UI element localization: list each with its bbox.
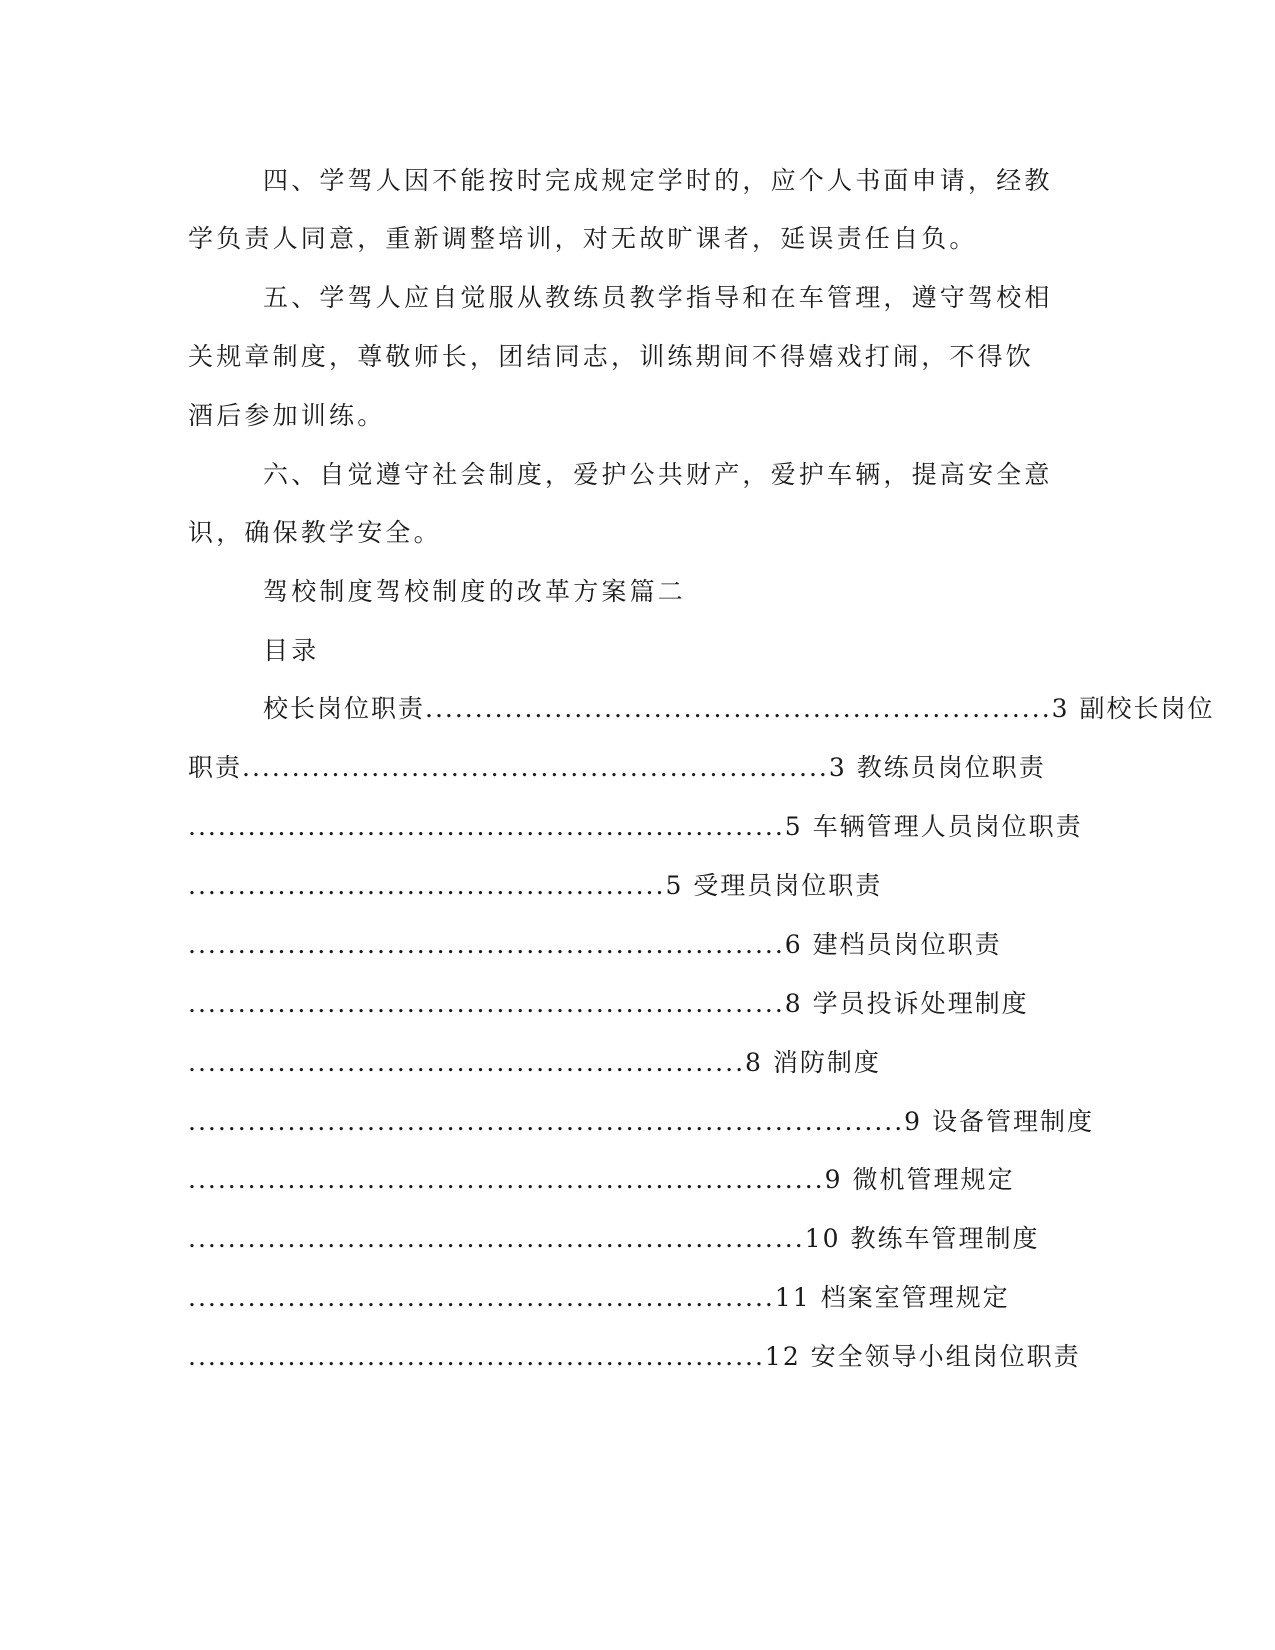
paragraph-5-line-1: 五、学驾人应自觉服从教练员教学指导和在车管理，遵守驾校相: [263, 283, 1053, 312]
paragraph-4-line-2: 学负责人同意，重新调整培训，对无故旷课者，延误责任自负。: [188, 224, 978, 253]
toc-line: ........................................................................9 设备管理制度: [188, 1107, 1095, 1136]
paragraph-6-line-1: 六、自觉遵守社会制度，爱护公共财产，爱护车辆，提高安全意: [263, 460, 1053, 489]
paragraph-4-line-1: 四、学驾人因不能按时完成规定学时的，应个人书面申请，经教: [263, 166, 1053, 195]
toc-line: ............................................................8 学员投诉处理制度: [188, 989, 1029, 1018]
toc-line: ........................................................8 消防制度: [188, 1048, 881, 1077]
section-title: 驾校制度驾校制度的改革方案篇二: [263, 577, 687, 606]
toc-line: 校长岗位职责...............................................................3 副校长岗位: [263, 694, 1215, 723]
toc-line: ................................................5 受理员岗位职责: [188, 871, 883, 900]
paragraph-5-line-2: 关规章制度，尊敬师长，团结同志，训练期间不得嬉戏打闹，不得饮: [188, 342, 1035, 371]
toc-line: ............................................................6 建档员岗位职责: [188, 930, 1002, 959]
toc-heading: 目录: [263, 636, 320, 665]
paragraph-6-line-2: 识，确保教学安全。: [188, 518, 442, 547]
paragraph-5-line-3: 酒后参加训练。: [188, 401, 386, 430]
toc-line: 职责...........................................................3 教练员岗位职责: [188, 753, 1046, 782]
toc-line: ..............................................................10 教练车管理制度: [188, 1224, 1040, 1253]
toc-line: ................................................................9 微机管理规定: [188, 1165, 1015, 1194]
toc-line: ...........................................................11 档案室管理规定: [188, 1283, 1010, 1312]
toc-line: ............................................................5 车辆管理人员岗位职责: [188, 812, 1083, 841]
toc-line: ..........................................................12 安全领导小组岗位职责: [188, 1342, 1081, 1371]
